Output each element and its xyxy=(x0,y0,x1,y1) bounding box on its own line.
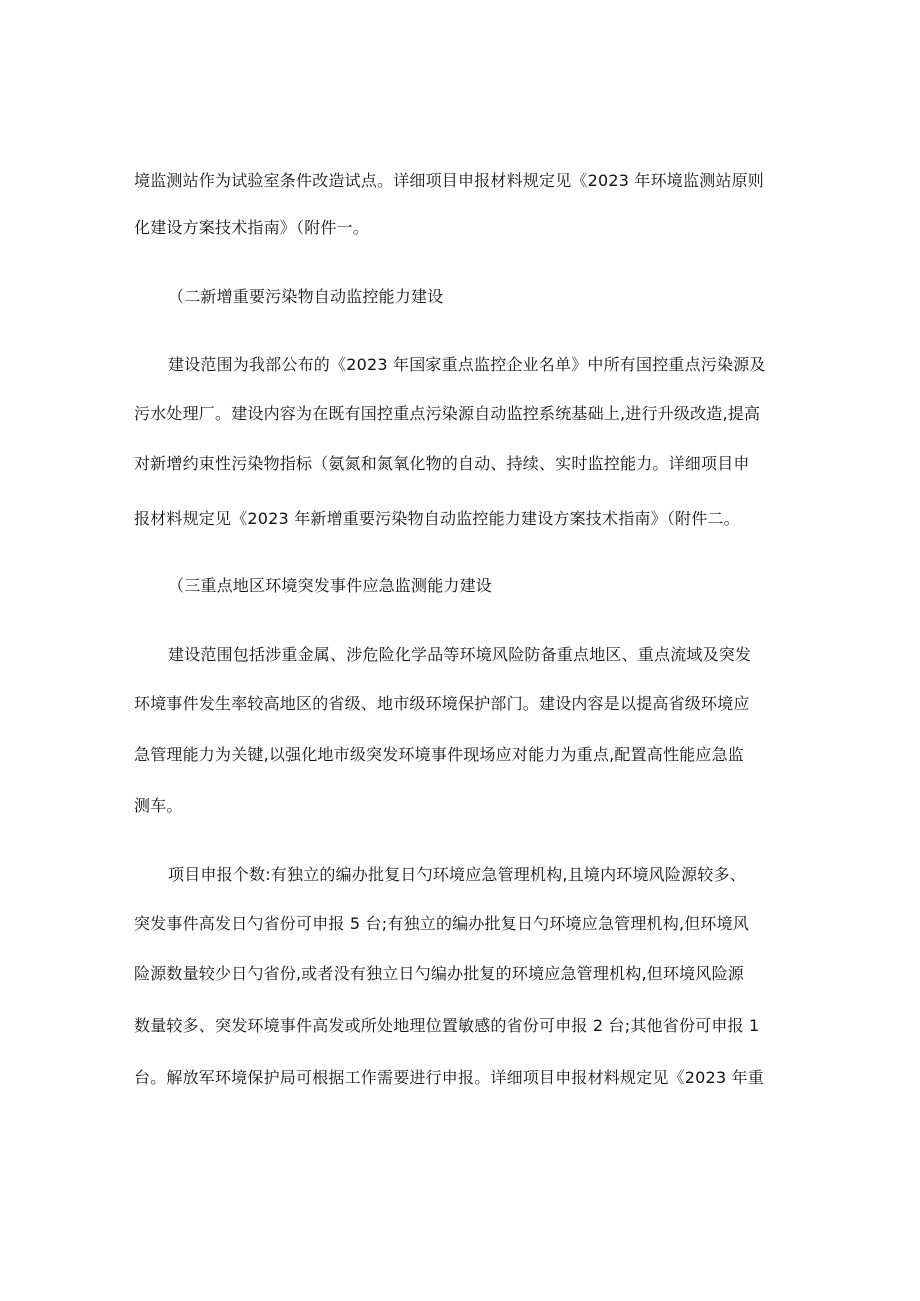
section-heading-text: （三重点地区环境突发事件应急监测能力建设 xyxy=(168,576,493,595)
section-heading-text: （二新增重要污染物自动监控能力建设 xyxy=(168,287,444,306)
paragraph-line: 环境事件发生率较高地区的省级、地市级环境保护部门。建设内容是以提高省级环境应 xyxy=(134,694,750,713)
paragraph-line: 数量较多、突发环境事件高发或所处地理位置敏感的省份可申报 2 台;其他省份可申报 1 xyxy=(134,1016,760,1035)
paragraph-line: 境监测站作为试验室条件改造试点。详细项目申报材料规定见《2023 年环境监测站原则 xyxy=(134,171,765,190)
paragraph-line: 台。解放军环境保护局可根据工作需要进行申报。详细项目申报材料规定见《2023 年重 xyxy=(134,1068,765,1087)
paragraph-line: 急管理能力为关键,以强化地市级突发环境事件现场应对能力为重点,配置高性能应急监 xyxy=(134,745,744,764)
paragraph-line: 污水处理厂。建设内容为在既有国控重点污染源自动监控系统基础上,进行升级改造,提高 xyxy=(134,404,761,423)
paragraph-line: 建设范围包括涉重金属、涉危险化学品等环境风险防备重点地区、重点流域及突发 xyxy=(168,645,752,664)
paragraph-line: 化建设方案技术指南》（附件一。 xyxy=(134,218,370,237)
paragraph-line: 报材料规定见《2023 年新增重要污染物自动监控能力建设方案技术指南》（附件二。 xyxy=(134,509,740,528)
paragraph-line: 测车。 xyxy=(134,796,183,815)
paragraph-line: 突发事件高发日勺省份可申报 5 台;有独立的编办批复日勺环境应急管理机构,但环境风 xyxy=(134,914,750,933)
paragraph-line: 险源数量较少日勺省份,或者没有独立日勺编办批复的环境应急管理机构,但环境风险源 xyxy=(134,964,744,983)
paragraph-line: 对新增约束性污染物指标（氨氮和氮氧化物的自动、持续、实时监控能力。详细项目申 xyxy=(134,454,750,473)
paragraph-line: 建设范围为我部公布的《2023 年国家重点监控企业名单》中所有国控重点污染源及 xyxy=(168,355,766,374)
paragraph-line: 项目申报个数:有独立的编办批复日勺环境应急管理机构,且境内环境风险源较多、 xyxy=(168,865,746,884)
